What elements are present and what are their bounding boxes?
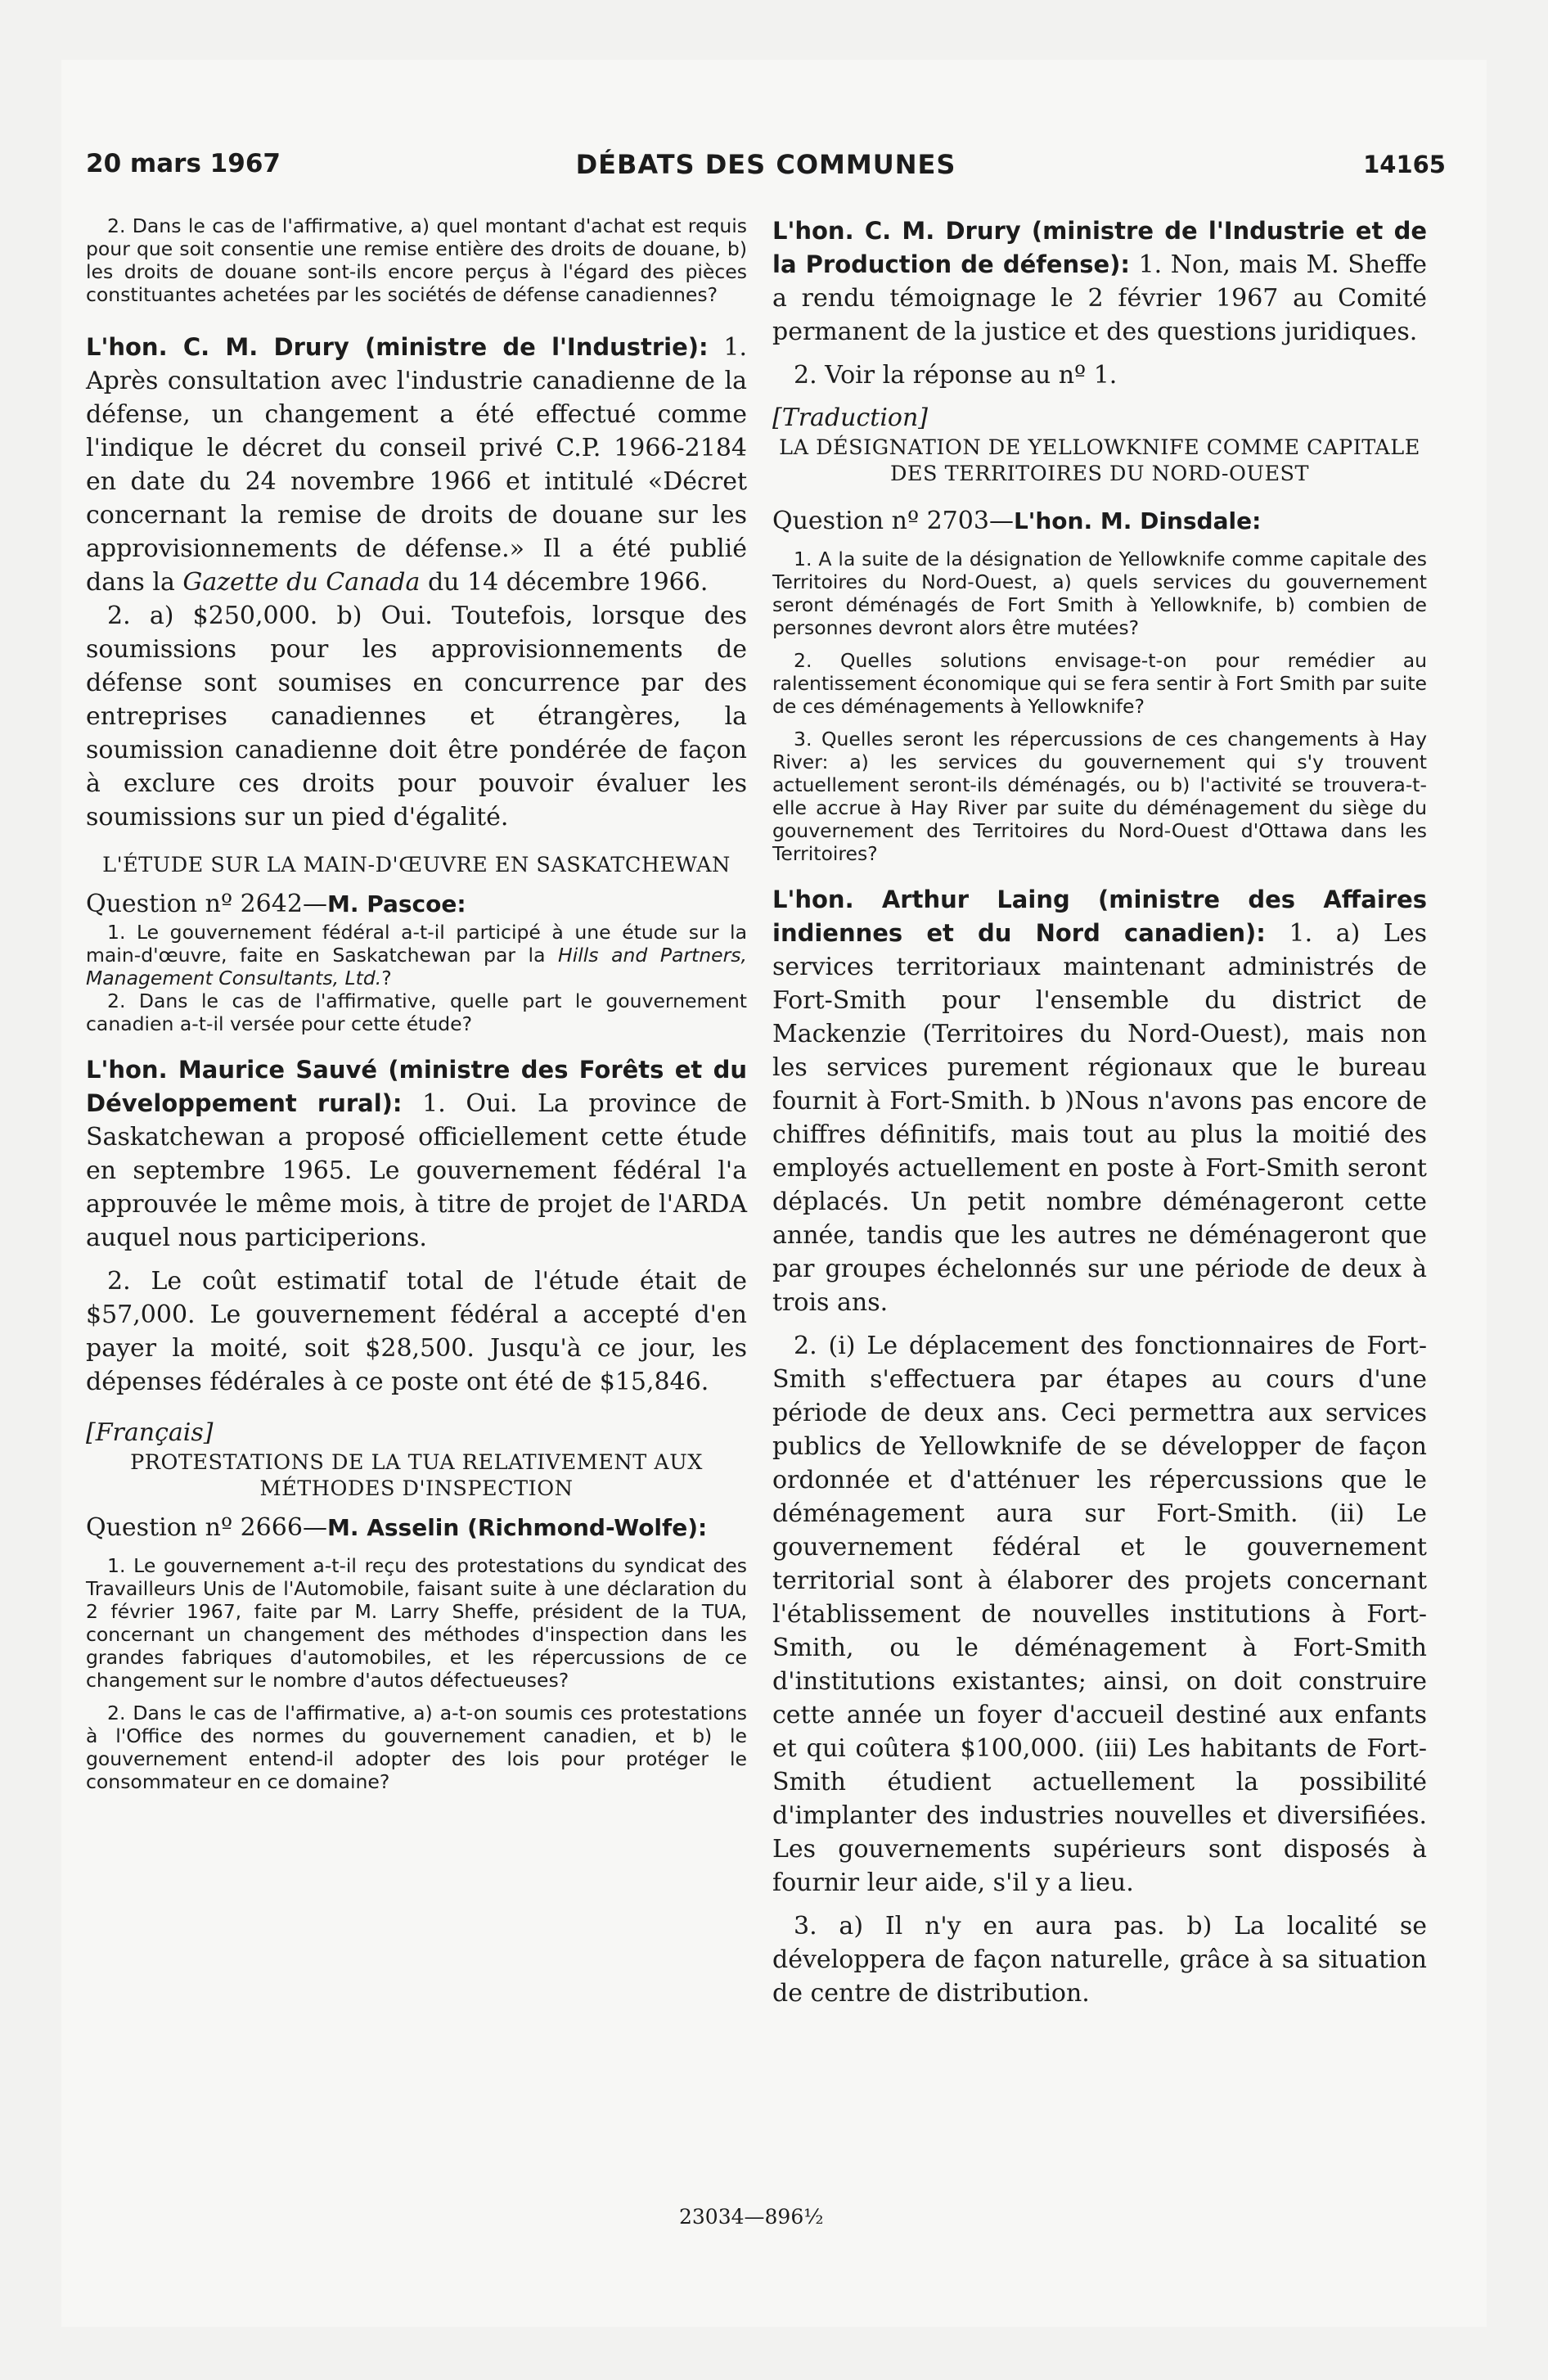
question-number: Question nº 2666— bbox=[86, 1513, 327, 1542]
language-tag: [Traduction] bbox=[772, 403, 929, 432]
answer-paragraph bbox=[772, 883, 1427, 1319]
question-header bbox=[772, 505, 1427, 538]
language-tag: [Français] bbox=[86, 1418, 214, 1447]
question-text: 1. A la suite de la désignation de Yellowknife comme capitale des Territoires du Nord-Ouest, a) quels services du gouvernement seront déménagés de Fort Smith à Yellowknife, b) combien de personnes devront alors être mutées? bbox=[772, 548, 1427, 639]
speaker-name: L'hon. Arthur Laing (ministre des Affaires indiennes et du Nord canadien): bbox=[772, 886, 1427, 947]
speaker-name: L'hon. C. M. Drury (ministre de l'Industrie): bbox=[86, 333, 709, 361]
question-text: 2. Dans le cas de l'affirmative, a) quel montant d'achat est requis pour que soit consentie une remise entière des droits de douane, b) les droits de douane sont-ils encore perçus à l'égard des pièces constituantes achetées par les sociétés de défense canadiennes? bbox=[86, 214, 747, 306]
question-text: 2. Dans le cas de l'affirmative, quelle part le gouvernement canadien a-t-il versée pour cette étude? bbox=[86, 989, 747, 1035]
question-header bbox=[86, 888, 747, 921]
answer-paragraph: 3. a) Il n'y en aura pas. b) La localité se développera de façon naturelle, grâce à sa situation de centre de distribution. bbox=[772, 1912, 1427, 2008]
answer-paragraph: 2. Voir la réponse au nº 1. bbox=[794, 361, 1118, 390]
answer-text: 1. Oui. La province de Saskatchewan a proposé officiellement cette étude en septembre 1965. Le gouvernement fédéral l'a approuvée le même mois, à titre de projet de l'ARDA auquel nous participerions. bbox=[86, 1089, 747, 1252]
question-text: 1. Le gouvernement a-t-il reçu des protestations du syndicat des Travailleurs Unis de l'Automobile, faisant suite à une déclaration du 2 février 1967, faite par M. Larry Sheffe, président de la TUA, concernant un changement des méthodes d'inspection dans les grandes fabriques d'automobiles, et les répercussions de ce changement sur le nombre d'autos défectueuses? bbox=[86, 1554, 747, 1692]
answer-paragraph: 2. (i) Le déplacement des fonctionnaires de Fort-Smith s'effectuera par étapes au cours d'une période de deux ans. Ceci permettra aux services publics de Yellowknife de se développer de façon ordonnée et d'atténuer les répercussions que le déménagement aura sur Fort-Smith. (ii) Le gouvernement fédéral et le gouvernement territorial sont à élaborer des projets concernant l'établissement de nouvelles institutions à Fort-Smith, ou le déménagement à Fort-Smith d'institutions existantes; ainsi, on doit construire cette année un foyer d'accueil destiné aux enfants et qui coûtera $100,000. (iii) Les habitants de Fort-Smith étudient actuellement la possibilité d'implanter des industries nouvelles et diversifiées. Les gouvernements supérieurs sont disposés à fournir leur aide, s'il y a lieu. bbox=[772, 1332, 1427, 1897]
answer-text: du 14 décembre 1966. bbox=[427, 568, 709, 597]
question-header bbox=[86, 1512, 747, 1544]
question-text-part: 1. Le gouvernement fédéral a-t-il participé à une étude sur la main-d'œuvre, faite en Saskatchewan par la bbox=[86, 921, 747, 967]
company-name: Hills and Partners, Management Consultants, Ltd. bbox=[86, 944, 747, 989]
question-author: M. Pascoe: bbox=[326, 890, 466, 917]
publication-title: Gazette du Canada bbox=[182, 568, 421, 597]
question-text: 3. Quelles seront les répercussions de ces changements à Hay River: a) les services du gouvernement qui s'y trouvent actuellement seront-ils déménagés, ou b) l'activité se trouvera-t-elle accrue à Hay River par suite du déménagement du siège du gouvernement des Territoires du Nord-Ouest d'Ottawa dans les Territoires? bbox=[772, 728, 1427, 865]
right-column bbox=[772, 214, 1427, 2010]
answer-text: 1. Non, mais M. Sheffe a rendu témoignage le 2 février 1967 au Comité permanent de la justice et des questions juridiques. bbox=[772, 250, 1427, 346]
print-code: 23034—896½ bbox=[679, 2205, 824, 2229]
page-header bbox=[86, 149, 1446, 190]
section-heading: PROTESTATIONS DE LA TUA RELATIVEMENT AUX MÉTHODES D'INSPECTION bbox=[130, 1450, 703, 1501]
section-heading: LA DÉSIGNATION DE YELLOWKNIFE COMME CAPITALE DES TERRITOIRES DU NORD-OUEST bbox=[779, 435, 1420, 486]
answer-paragraph bbox=[86, 331, 747, 599]
question-text: 2. Quelles solutions envisage-t-on pour remédier au ralentissement économique qui se fera sentir à Fort Smith par suite de ces déménagements à Yellowknife? bbox=[772, 649, 1427, 718]
answer-paragraph: 2. Le coût estimatif total de l'étude était de $57,000. Le gouvernement fédéral a accepté d'en payer la moité, soit $28,500. Jusqu'à ce jour, les dépenses fédérales à ce poste ont été de $15,846. bbox=[86, 1267, 747, 1396]
answer-paragraph bbox=[772, 214, 1427, 349]
header-date: 20 mars 1967 bbox=[86, 149, 281, 178]
answer-text: 1. a) Les services territoriaux maintenant administrés de Fort-Smith pour l'ensemble du district de Mackenzie (Territoires du Nord-Ouest), mais non les services purement régionaux que le bureau fournit à Fort-Smith. b )Nous n'avons pas encore de chiffres définitifs, mais tout au plus la moitié des employés actuellement en poste à Fort-Smith seront déplacés. Un petit nombre déménageront cette année, tandis que les autres ne déménageront que par groupes échelonnés sur une période de deux à trois ans. bbox=[772, 919, 1427, 1317]
question-author: M. Asselin (Richmond-Wolfe): bbox=[326, 1514, 708, 1541]
speaker-name: L'hon. C. M. Drury (ministre de l'Industrie et de la Production de défense): bbox=[772, 217, 1427, 278]
section-heading: L'ÉTUDE SUR LA MAIN-D'ŒUVRE EN SASKATCHEWAN bbox=[102, 853, 731, 877]
answer-paragraph bbox=[86, 1053, 747, 1255]
question-text: 2. Dans le cas de l'affirmative, a) a-t-on soumis ces protestations à l'Office des normes du gouvernement canadien, et b) le gouvernement entend-il adopter des lois pour protéger le consommateur en ce domaine? bbox=[86, 1702, 747, 1793]
question-text bbox=[86, 921, 747, 989]
answer-text: 1. Après consultation avec l'industrie canadienne de la défense, un changement a été effectué comme l'indique le décret du conseil privé C.P. 1966-2184 en date du 24 novembre 1966 et intitulé «Décret concernant la remise de droits de douane sur les approvisionnements de défense.» Il a été publié dans la bbox=[86, 333, 747, 597]
question-number: Question nº 2703— bbox=[772, 507, 1014, 535]
left-column bbox=[86, 214, 747, 1793]
question-author: L'hon. M. Dinsdale: bbox=[1013, 507, 1262, 534]
header-page-number: 14165 bbox=[1363, 151, 1446, 178]
question-text-part: ? bbox=[381, 967, 392, 989]
header-title: DÉBATS DES COMMUNES bbox=[575, 149, 956, 180]
answer-paragraph: 2. a) $250,000. b) Oui. Toutefois, lorsque des soumissions pour les approvisionnements de défense sont soumises en concurrence par des entreprises canadiennes et étrangères, la soumission canadienne doit être pondérée de façon à exclure ces droits pour pouvoir évaluer les soumissions sur un pied d'égalité. bbox=[86, 602, 747, 832]
speaker-name: L'hon. Maurice Sauvé (ministre des Forêts et du Développement rural): bbox=[86, 1056, 747, 1117]
question-number: Question nº 2642— bbox=[86, 890, 327, 918]
